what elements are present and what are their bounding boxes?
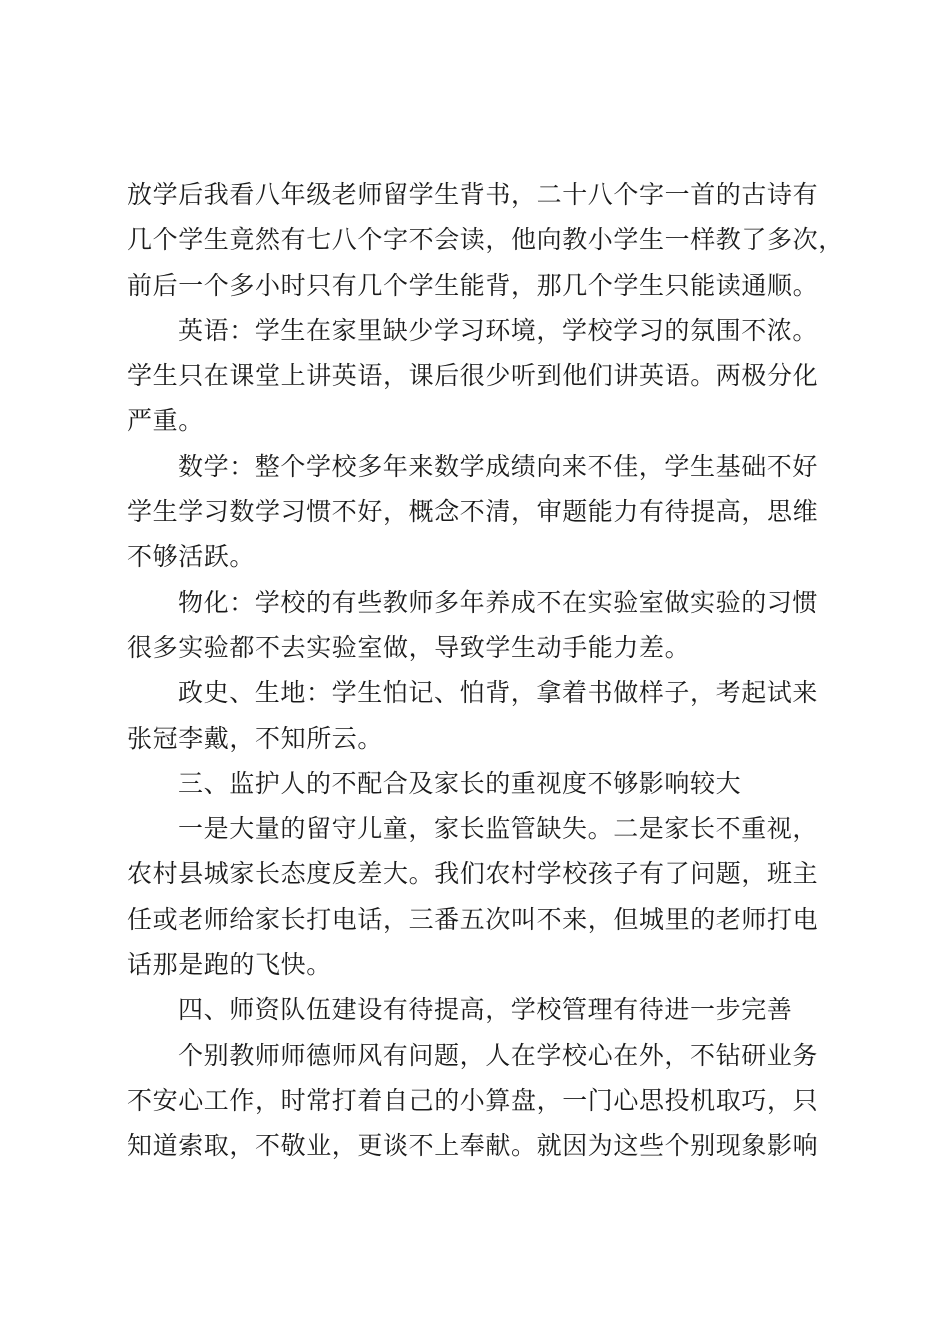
text-line: 一是大量的留守儿童，家长监管缺失。二是家长不重视， xyxy=(178,814,819,844)
section-heading-3: 三、监护人的不配合及家长的重视度不够影响较大 xyxy=(178,768,742,798)
text-line: 任或老师给家长打电话，三番五次叫不来，但城里的老师打电 xyxy=(127,904,819,934)
text-line: 前后一个多小时只有几个学生能背，那几个学生只能读通顺。 xyxy=(127,270,819,300)
section-heading-4: 四、师资队伍建设有待提高，学校管理有待进一步完善 xyxy=(178,995,793,1025)
paragraph-math-heading: 数学：整个学校多年来数学成绩向来不佳，学生基础不好 xyxy=(178,451,819,481)
text-line: 学生只在课堂上讲英语，课后很少听到他们讲英语。两极分化 xyxy=(127,361,819,391)
text-line: 几个学生竟然有七八个字不会读，他向教小学生一样教了多次， xyxy=(127,225,844,255)
text-line: 不够活跃。 xyxy=(127,542,256,572)
text-line: 很多实验都不去实验室做，导致学生动手能力差。 xyxy=(127,632,691,662)
text-line: 个别教师师德师风有问题，人在学校心在外，不钻研业务 xyxy=(178,1040,819,1070)
text-line: 知道索取，不敬业，更谈不上奉献。就因为这些个别现象影响 xyxy=(127,1131,819,1161)
paragraph-english-heading: 英语：学生在家里缺少学习环境，学校学习的氛围不浓。 xyxy=(178,315,819,345)
text-line: 放学后我看八年级老师留学生背书，二十八个字一首的古诗有 xyxy=(127,180,819,209)
text-line: 学生学习数学习惯不好，概念不清，审题能力有待提高，思维 xyxy=(127,497,819,527)
text-line: 严重。 xyxy=(127,406,204,436)
text-line: 话那是跑的飞快。 xyxy=(127,950,332,980)
paragraph-politics-history: 政史、生地：学生怕记、怕背，拿着书做样子，考起试来 xyxy=(178,678,819,708)
text-line: 不安心工作，时常打着自己的小算盘，一门心思投机取巧，只 xyxy=(127,1085,819,1115)
paragraph-physics-chemistry: 物化：学校的有些教师多年养成不在实验室做实验的习惯 xyxy=(178,587,819,617)
text-line: 农村县城家长态度反差大。我们农村学校孩子有了问题，班主 xyxy=(127,859,819,889)
text-line: 张冠李戴，不知所云。 xyxy=(127,723,384,753)
body-text xyxy=(127,172,844,1169)
